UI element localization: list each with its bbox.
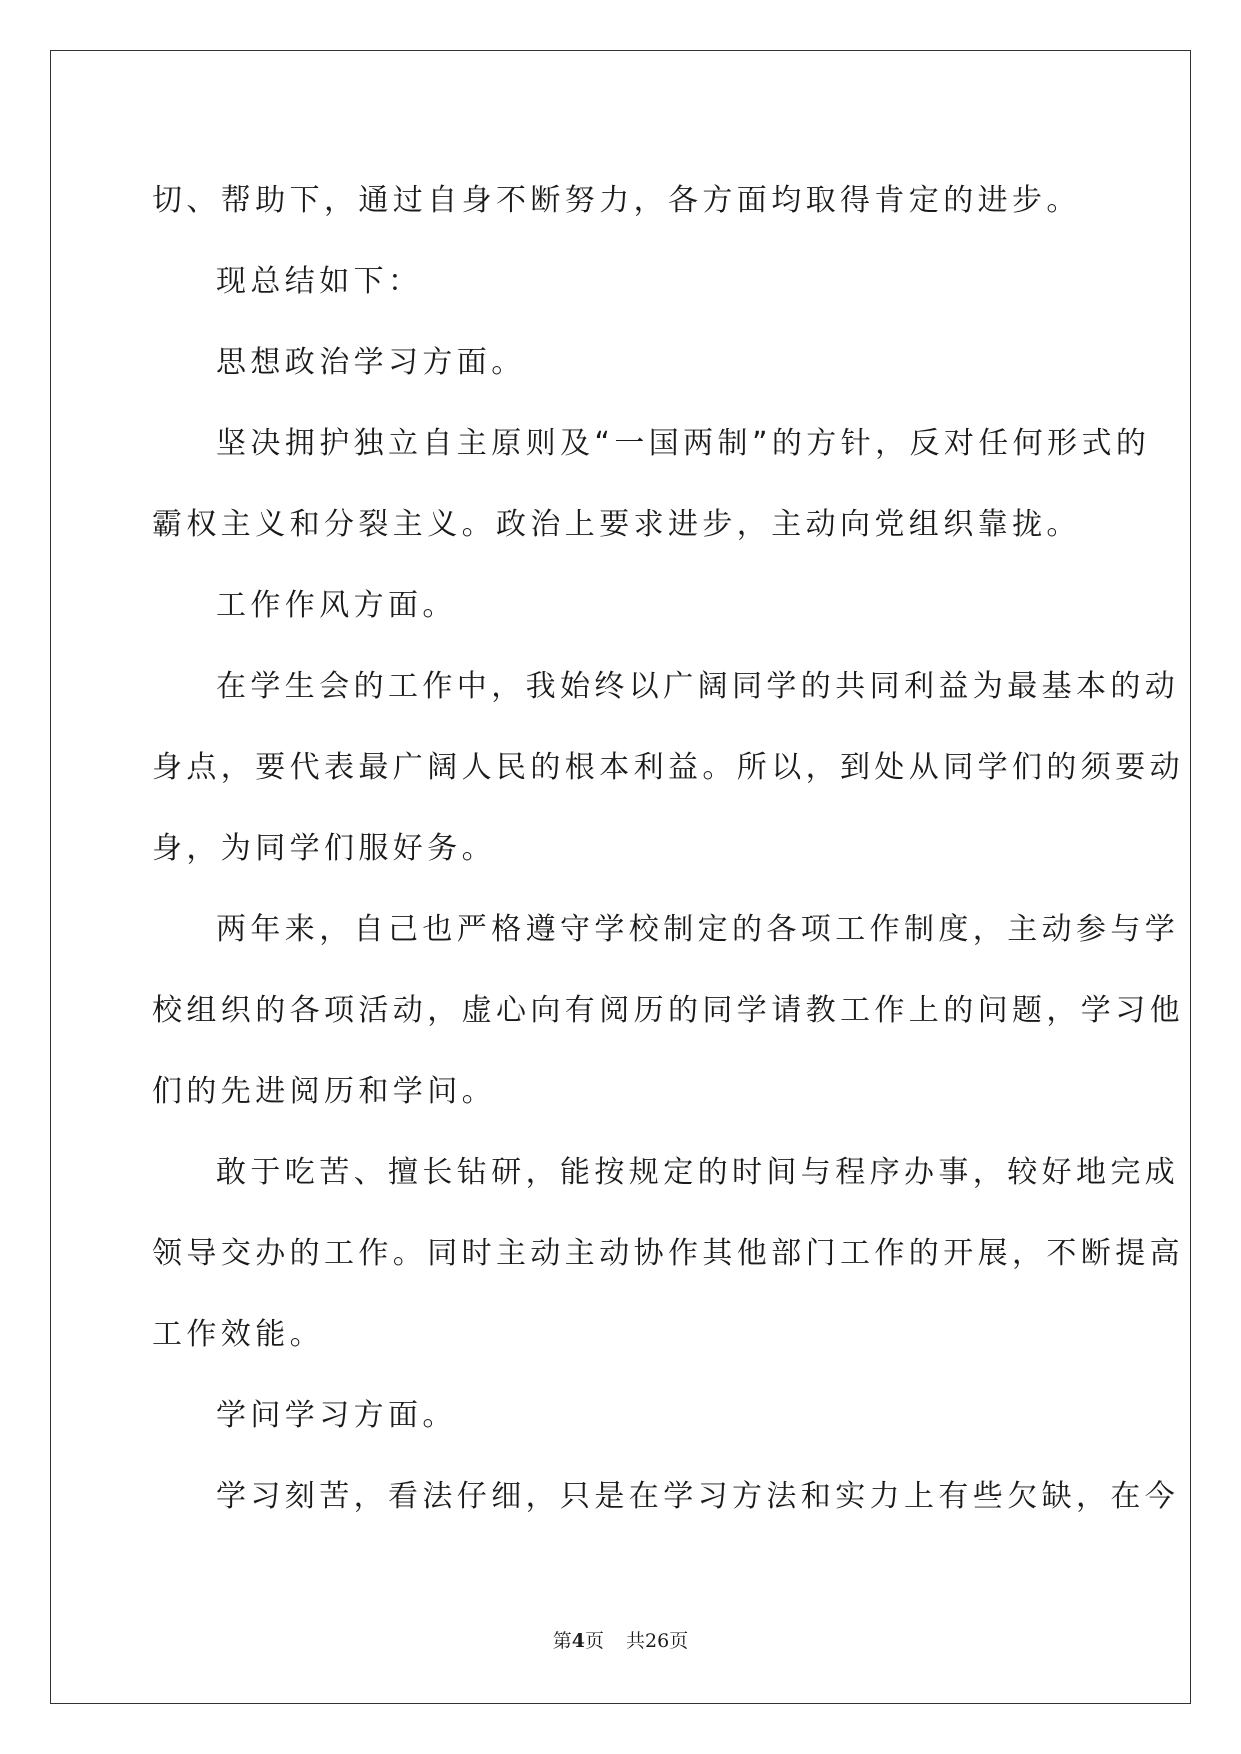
text-line: 坚决拥护独立自主原则及“一国两制”的方针，反对任何形式的: [216, 426, 1151, 461]
text-line: 校组织的各项活动，虚心向有阅历的同学请教工作上的问题，学习他: [152, 993, 1184, 1028]
text-line: 身，为同学们服好务。: [152, 831, 496, 866]
text-line: 身点，要代表最广阔人民的根本利益。所以，到处从同学们的须要动: [152, 750, 1184, 785]
text-line: 敢于吃苦、擅长钻研，能按规定的时间与程序办事，较好地完成: [216, 1155, 1180, 1190]
text-line: 们的先进阅历和学问。: [152, 1074, 496, 1109]
text-line: 领导交办的工作。同时主动主动协作其他部门工作的开展，不断提高: [152, 1236, 1184, 1271]
text-line: 在学生会的工作中，我始终以广阔同学的共同利益为最基本的动: [216, 669, 1180, 704]
document-body: [152, 160, 1184, 1537]
section-heading: 思想政治学习方面。: [216, 345, 526, 380]
total-pages: 26: [645, 1630, 670, 1652]
text-line: 两年来，自己也严格遵守学校制定的各项工作制度，主动参与学: [216, 912, 1180, 947]
section-heading: 工作作风方面。: [216, 588, 457, 623]
total-prefix: 共: [626, 1630, 646, 1652]
text-line: 切、帮助下，通过自身不断努力，各方面均取得肯定的进步。: [152, 183, 1081, 218]
text-line: 工作效能。: [152, 1317, 324, 1352]
total-pages-label: [626, 1630, 688, 1652]
text-line: 现总结如下：: [216, 264, 423, 299]
page-number-label: [553, 1630, 604, 1652]
page-suffix: 页: [585, 1630, 605, 1652]
text-line: 学习刻苦，看法仔细，只是在学习方法和实力上有些欠缺，在今: [216, 1479, 1180, 1514]
section-heading: 学问学习方面。: [216, 1398, 457, 1433]
page-footer: [0, 1628, 1241, 1654]
text-line: 霸权主义和分裂主义。政治上要求进步，主动向党组织靠拢。: [152, 507, 1081, 542]
total-suffix: 页: [669, 1630, 689, 1652]
page-number: 4: [571, 1630, 585, 1652]
page-prefix: 第: [552, 1630, 572, 1652]
